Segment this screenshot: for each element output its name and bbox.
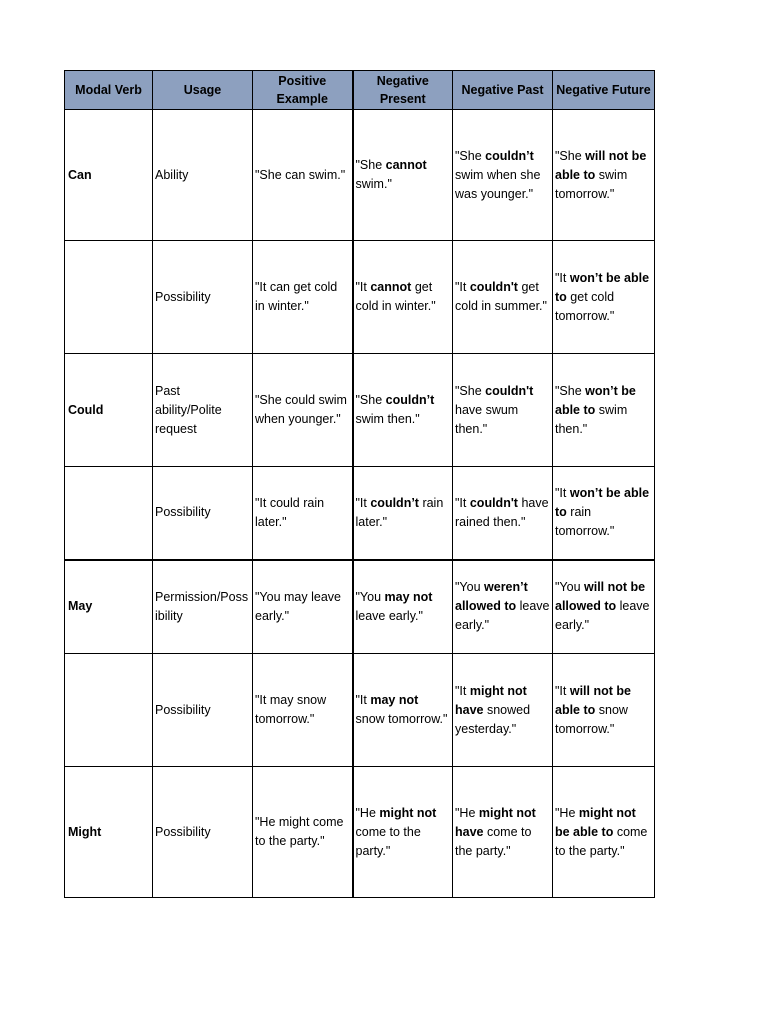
bold-text: cannot bbox=[370, 280, 412, 294]
text-segment: come to the party." bbox=[355, 824, 421, 858]
negative-future-cell bbox=[553, 467, 655, 560]
text-segment: "It bbox=[555, 683, 570, 698]
bold-text: won’t be able to bbox=[555, 486, 650, 520]
positive-example-cell: "He might come to the party." bbox=[253, 767, 353, 898]
text-segment: leave early." bbox=[355, 608, 423, 623]
text-segment: "He bbox=[455, 805, 479, 820]
modal-verb-cell bbox=[65, 467, 153, 560]
negative-present-cell bbox=[353, 467, 453, 560]
text-segment: "It bbox=[355, 280, 371, 294]
table-body bbox=[65, 110, 655, 898]
text-segment: "She bbox=[355, 393, 386, 407]
bold-text: couldn’t bbox=[385, 393, 435, 407]
bold-text: might not be able to bbox=[555, 805, 636, 839]
positive-example-cell: "She could swim when younger." bbox=[253, 354, 353, 467]
modal-verb-cell bbox=[65, 241, 153, 354]
negative-future-cell bbox=[553, 654, 655, 767]
text-segment: swim." bbox=[355, 177, 392, 191]
modal-verb-cell: May bbox=[65, 560, 153, 654]
bold-text: might not have bbox=[455, 805, 536, 839]
header-negative-future: Negative Future bbox=[553, 71, 655, 110]
modal-verb-cell: Might bbox=[65, 767, 153, 898]
text-segment: swim tomorrow." bbox=[555, 167, 628, 201]
text-segment: "It bbox=[455, 495, 470, 510]
text-segment: swim then." bbox=[355, 412, 420, 426]
text-segment: "She bbox=[455, 383, 486, 398]
text-segment: "It bbox=[555, 270, 570, 285]
header-modal-verb: Modal Verb bbox=[65, 71, 153, 110]
negative-present-cell bbox=[353, 767, 453, 898]
negative-past-cell bbox=[453, 110, 553, 241]
text-segment: snow tomorrow." bbox=[555, 702, 628, 736]
negative-present-cell bbox=[353, 560, 453, 654]
usage-cell: Possibility bbox=[153, 654, 253, 767]
text-segment: "She bbox=[455, 148, 486, 163]
negative-future-cell bbox=[553, 560, 655, 654]
text-segment: rain later." bbox=[355, 495, 444, 529]
positive-example-cell: "It can get cold in winter." bbox=[253, 241, 353, 354]
text-segment: "It bbox=[455, 683, 470, 698]
bold-text: might not have bbox=[455, 683, 527, 717]
bold-text: may not bbox=[384, 589, 433, 604]
bold-text: couldn't bbox=[485, 383, 534, 398]
negative-present-cell bbox=[353, 110, 453, 241]
table-row bbox=[65, 241, 655, 354]
table-row bbox=[65, 654, 655, 767]
text-segment: get cold tomorrow." bbox=[555, 289, 615, 323]
header-usage: Usage bbox=[153, 71, 253, 110]
text-segment: "She bbox=[555, 148, 586, 163]
text-segment: "She bbox=[555, 383, 586, 398]
modal-verb-cell bbox=[65, 654, 153, 767]
usage-cell: Ability bbox=[153, 110, 253, 241]
text-segment: "It bbox=[355, 495, 371, 510]
table-row bbox=[65, 560, 655, 654]
negative-past-cell bbox=[453, 241, 553, 354]
header-row bbox=[65, 71, 655, 110]
bold-text: will not be able to bbox=[555, 683, 631, 717]
text-segment: get cold in winter." bbox=[355, 280, 436, 313]
text-segment: rain tomorrow." bbox=[555, 505, 615, 539]
text-segment: "He bbox=[355, 805, 380, 820]
text-segment: "You bbox=[555, 580, 585, 595]
text-segment: "He bbox=[555, 805, 579, 820]
negative-future-cell bbox=[553, 110, 655, 241]
text-segment: "It bbox=[455, 280, 470, 294]
text-segment: "You bbox=[455, 580, 485, 595]
modal-verb-cell: Can bbox=[65, 110, 153, 241]
usage-cell: Possibility bbox=[153, 467, 253, 560]
text-segment: "She bbox=[355, 158, 386, 172]
bold-text: couldn't bbox=[469, 280, 518, 294]
text-segment: leave early." bbox=[555, 599, 650, 633]
usage-cell: Possibility bbox=[153, 767, 253, 898]
bold-text: cannot bbox=[385, 158, 427, 172]
text-segment: snow tomorrow." bbox=[355, 712, 448, 726]
bold-text: may not bbox=[370, 693, 419, 707]
bold-text: will not be able to bbox=[555, 148, 647, 182]
bold-text: will not be allowed to bbox=[555, 580, 646, 614]
negative-past-cell bbox=[453, 354, 553, 467]
negative-past-cell bbox=[453, 560, 553, 654]
bold-text: might not bbox=[379, 805, 437, 820]
text-segment: have swum then." bbox=[455, 402, 519, 436]
positive-example-cell: "It could rain later." bbox=[253, 467, 353, 560]
negative-present-cell bbox=[353, 654, 453, 767]
bold-text: couldn’t bbox=[485, 148, 534, 163]
usage-cell: Past ability/Polite request bbox=[153, 354, 253, 467]
text-segment: "You bbox=[355, 589, 385, 604]
bold-text: weren’t allowed to bbox=[455, 580, 528, 614]
positive-example-cell: "You may leave early." bbox=[253, 560, 353, 654]
usage-cell: Possibility bbox=[153, 241, 253, 354]
positive-example-cell: "It may snow tomorrow." bbox=[253, 654, 353, 767]
table-row bbox=[65, 110, 655, 241]
modal-verbs-table bbox=[64, 70, 655, 898]
negative-present-cell bbox=[353, 241, 453, 354]
header-positive-example: Positive Example bbox=[253, 71, 353, 110]
modal-verb-cell: Could bbox=[65, 354, 153, 467]
text-segment: have rained then." bbox=[455, 495, 549, 529]
bold-text: couldn't bbox=[469, 495, 518, 510]
usage-cell: Permission/Possibility bbox=[153, 560, 253, 654]
text-segment: swim when she was younger." bbox=[455, 167, 541, 201]
bold-text: couldn’t bbox=[370, 495, 419, 510]
text-segment: come to the party." bbox=[555, 824, 648, 858]
text-segment: snowed yesterday." bbox=[455, 702, 531, 736]
table-row bbox=[65, 767, 655, 898]
table-row bbox=[65, 354, 655, 467]
text-segment: swim then." bbox=[555, 402, 628, 436]
table-row bbox=[65, 467, 655, 560]
negative-present-cell bbox=[353, 354, 453, 467]
negative-past-cell bbox=[453, 654, 553, 767]
text-segment: "It bbox=[555, 486, 570, 501]
positive-example-cell: "She can swim." bbox=[253, 110, 353, 241]
text-segment: "It bbox=[355, 693, 371, 707]
text-segment: leave early." bbox=[455, 599, 550, 633]
bold-text: won’t be able to bbox=[555, 270, 650, 304]
negative-past-cell bbox=[453, 467, 553, 560]
text-segment: get cold in summer." bbox=[455, 280, 547, 313]
negative-future-cell bbox=[553, 767, 655, 898]
negative-future-cell bbox=[553, 354, 655, 467]
negative-past-cell bbox=[453, 767, 553, 898]
header-negative-present: Negative Present bbox=[353, 71, 453, 110]
bold-text: won’t be able to bbox=[555, 383, 636, 417]
negative-future-cell bbox=[553, 241, 655, 354]
text-segment: come to the party." bbox=[455, 824, 532, 858]
header-negative-past: Negative Past bbox=[453, 71, 553, 110]
